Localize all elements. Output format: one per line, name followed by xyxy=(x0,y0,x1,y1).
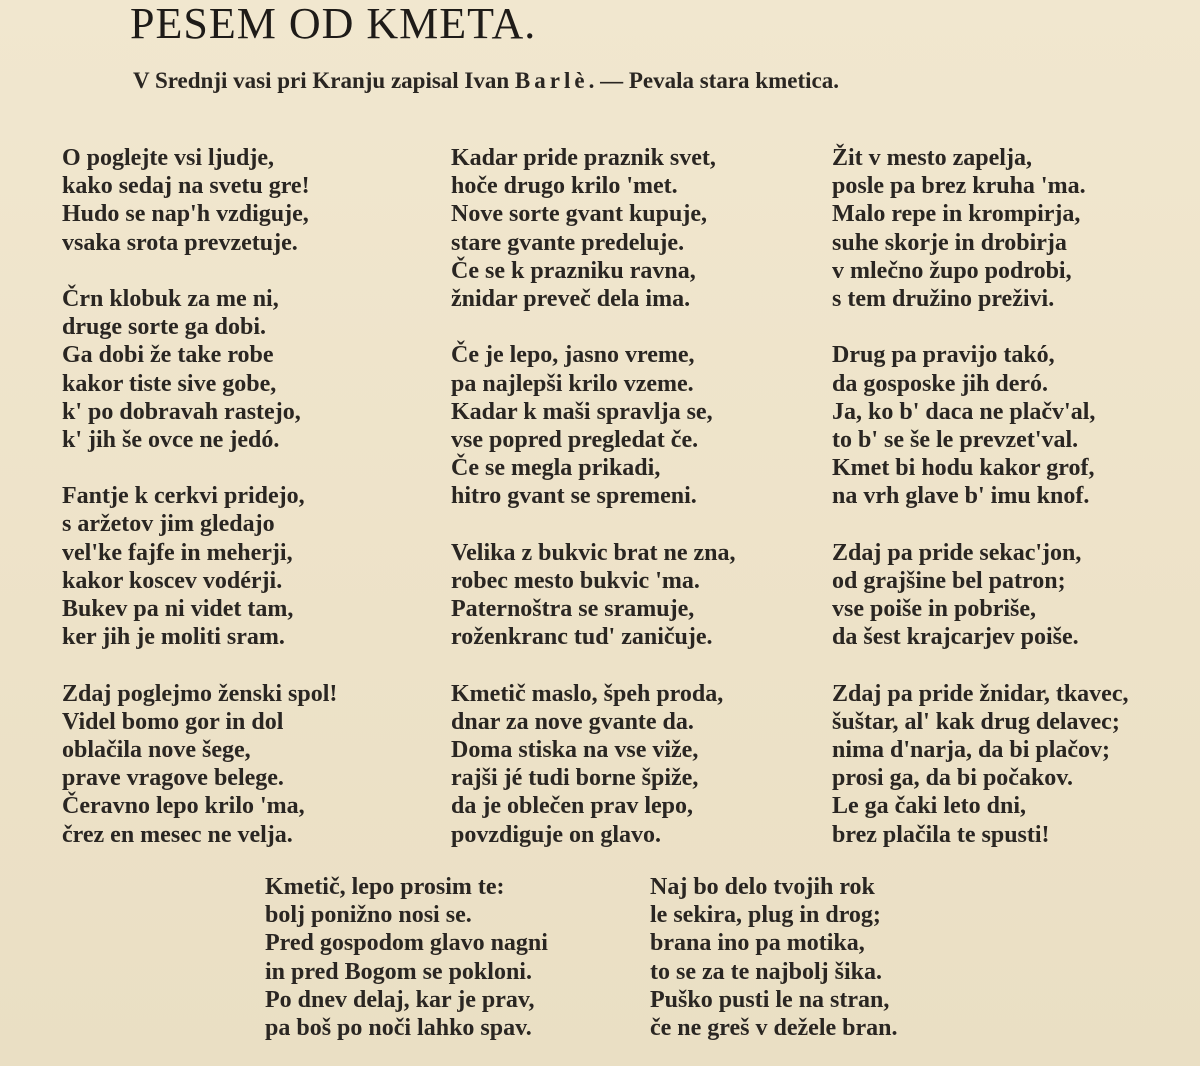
verse-line: to b' se še le prevzet'val. xyxy=(832,426,1079,453)
verse-column-2 xyxy=(451,144,735,877)
stanza xyxy=(62,482,337,651)
verse-line: na vrh glave b' imu knof. xyxy=(832,483,1090,510)
verse-line: da je oblečen prav lepo, xyxy=(451,793,693,820)
verse-line: suhe skorje in drobirja xyxy=(832,229,1067,256)
verse-line: povzdiguje on glavo. xyxy=(451,821,662,848)
verse-line: v mlečno župo podrobi, xyxy=(832,257,1072,284)
verse-line: s tem družino preživi. xyxy=(832,285,1055,312)
stanza xyxy=(832,680,1128,849)
verse-line: nima d'narja, da bi plačov; xyxy=(832,736,1111,763)
verse-column-1 xyxy=(62,144,337,877)
verse-line: Doma stiska na vse viže, xyxy=(451,736,699,763)
verse-line: O poglejte vsi ljudje, xyxy=(62,145,274,171)
verse-line: da gosposke jih deró. xyxy=(832,370,1049,397)
verse-line: ker jih je moliti sram. xyxy=(62,624,285,651)
verse-line: brez plačila te spusti! xyxy=(832,821,1050,848)
verse-line: Pred gospodom glavo nagni xyxy=(265,930,548,957)
verse-line: kakor koscev vodérji. xyxy=(62,567,283,594)
verse-line: Paternoštra se sramuje, xyxy=(451,596,695,622)
verse-column-3 xyxy=(832,144,1128,877)
verse-line: vsaka srota prevzetuje. xyxy=(62,229,298,256)
verse-line: vse poiše in pobriše, xyxy=(832,596,1037,622)
verse-line: kakor tiste sive gobe, xyxy=(62,370,277,397)
verse-line: Po dnev delaj, kar je prav, xyxy=(265,986,535,1013)
verse-line: Drug pa pravijo takó, xyxy=(832,342,1055,369)
stanza xyxy=(832,341,1128,510)
verse-line: k' po dobravah rastejo, xyxy=(62,398,301,425)
verse-line: da šest krajcarjev poiše. xyxy=(832,624,1079,651)
verse-line: kako sedaj na svetu gre! xyxy=(62,173,310,200)
verse-line: Le ga čaki leto dni, xyxy=(832,793,1027,820)
verse-line: pa najlepši krilo vzeme. xyxy=(451,370,694,397)
stanza xyxy=(62,285,337,454)
verse-line: s aržetov jim gledajo xyxy=(62,511,275,538)
verse-line: rajši jé tudi borne špiže, xyxy=(451,765,699,792)
verse-line: Če je lepo, jasno vreme, xyxy=(451,342,695,369)
subtitle-before: V Srednji vasi pri Kranju zapisal Ivan xyxy=(133,68,515,93)
poem-subtitle xyxy=(133,66,839,96)
verse-line: k' jih še ovce ne jedó. xyxy=(62,426,280,453)
collector-name: Barlè xyxy=(514,68,589,93)
verse-line: robec mesto bukvic 'ma. xyxy=(451,567,700,594)
verse-line: druge sorte ga dobi. xyxy=(62,314,266,341)
verse-line: žnidar preveč dela ima. xyxy=(451,285,691,312)
stanza xyxy=(832,144,1128,313)
stanza xyxy=(451,539,735,652)
stanza xyxy=(451,680,735,849)
verse-line: Naj bo delo tvojih rok xyxy=(650,874,875,900)
verse-line: Velika z bukvic brat ne zna, xyxy=(451,539,736,566)
verse-line: hoče drugo krilo 'met. xyxy=(451,173,678,200)
stanza xyxy=(451,144,735,313)
verse-line: Hudo se nap'h vzdiguje, xyxy=(62,201,309,228)
verse-line: Čeravno lepo krilo 'ma, xyxy=(62,793,305,820)
verse-line: roženkranc tud' zaničuje. xyxy=(451,624,713,651)
closing-verse-right xyxy=(650,873,898,1042)
verse-line: to se za te najbolj šika. xyxy=(650,958,882,985)
verse-line: vel'ke fajfe in meherji, xyxy=(62,539,293,566)
verse-line: Puško pusti le na stran, xyxy=(650,986,890,1013)
verse-line: stare gvante predeluje. xyxy=(451,229,685,256)
verse-line: šuštar, al' kak drug delavec; xyxy=(832,708,1120,735)
verse-line: brana ino pa motika, xyxy=(650,930,865,957)
verse-line: vse popred pregledat če. xyxy=(451,426,699,453)
verse-line: Če se k prazniku ravna, xyxy=(451,257,696,284)
verse-line: Kadar pride praznik svet, xyxy=(451,145,716,171)
closing-verse-left xyxy=(265,873,548,1042)
stanza xyxy=(62,144,337,257)
verse-line: črez en mesec ne velja. xyxy=(62,821,293,848)
verse-line: oblačila nove šege, xyxy=(62,736,251,763)
subtitle-after: . — Pevala stara kmetica. xyxy=(588,68,839,93)
verse-line: prave vragove belege. xyxy=(62,765,284,792)
verse-line: Malo repe in krompirja, xyxy=(832,201,1081,228)
verse-line: Črn klobuk za me ni, xyxy=(62,285,279,312)
stanza xyxy=(62,680,337,849)
verse-line: Zdaj pa pride žnidar, tkavec, xyxy=(832,680,1129,707)
verse-line: Fantje k cerkvi pridejo, xyxy=(62,483,305,510)
verse-line: če ne greš v dežele bran. xyxy=(650,1014,898,1041)
stanza xyxy=(832,539,1128,652)
verse-line: Kadar k maši spravlja se, xyxy=(451,398,713,425)
verse-line: Videl bomo gor in dol xyxy=(62,708,284,735)
verse-line: Zdaj poglejmo ženski spol! xyxy=(62,680,338,707)
verse-line: Kmetič maslo, špeh proda, xyxy=(451,680,724,707)
verse-line: od grajšine bel patron; xyxy=(832,567,1066,594)
verse-line: Ga dobi že take robe xyxy=(62,342,274,369)
verse-line: Kmet bi hodu kakor grof, xyxy=(832,455,1095,482)
verse-line: Ja, ko b' daca ne plačv'al, xyxy=(832,398,1096,425)
verse-line: posle pa brez kruha 'ma. xyxy=(832,173,1086,200)
verse-line: hitro gvant se spremeni. xyxy=(451,483,697,510)
verse-line: Kmetič, lepo prosim te: xyxy=(265,874,505,900)
verse-line: Zdaj pa pride sekac'jon, xyxy=(832,539,1082,566)
verse-line: Če se megla prikadi, xyxy=(451,455,661,482)
verse-line: pa boš po noči lahko spav. xyxy=(265,1014,532,1041)
poem-title: PESEM OD KMETA. xyxy=(130,0,537,48)
verse-line: bolj ponižno nosi se. xyxy=(265,902,472,929)
verse-line: Bukev pa ni videt tam, xyxy=(62,596,294,622)
verse-line: in pred Bogom se pokloni. xyxy=(265,958,532,985)
stanza xyxy=(451,341,735,510)
verse-line: Nove sorte gvant kupuje, xyxy=(451,201,707,228)
verse-line: Žit v mesto zapelja, xyxy=(832,145,1032,171)
verse-line: dnar za nove gvante da. xyxy=(451,708,694,735)
verse-line: prosi ga, da bi počakov. xyxy=(832,765,1073,792)
verse-line: le sekira, plug in drog; xyxy=(650,902,881,929)
